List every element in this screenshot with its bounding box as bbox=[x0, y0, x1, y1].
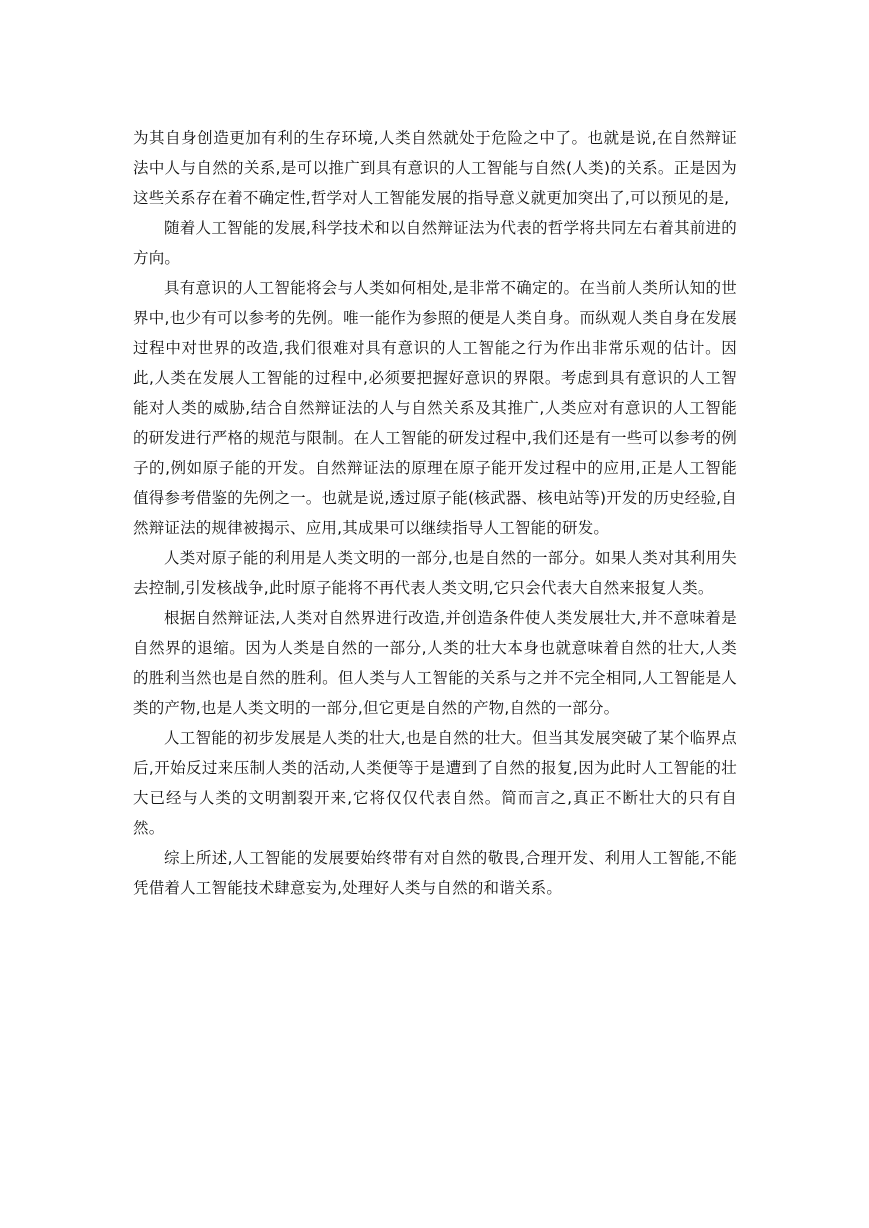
body-text bbox=[133, 123, 737, 903]
paragraph-continuation: 为其自身创造更加有利的生存环境,人类自然就处于危险之中了。也就是说,在自然辩证法中人与自然的关系,是可以推广到具有意识的人工智能与自然(人类)的关系。正是因为这些关系存在着不确定性,哲学对人工智能发展的指导意义就更加突出了,可以预见的是, bbox=[133, 129, 737, 207]
paragraph-consciousness-limits: 具有意识的人工智能将会与人类如何相处,是非常不确定的。在当前人类所认知的世界中,也少有可以参考的先例。唯一能作为参照的便是人类自身。而纵观人类自身在发展过程中对世界的改造,我们很难对具有意识的人工智能之行为作出非常乐观的估计。因此,人类在发展人工智能的过程中,必须要把握好意识的界限。考虑到具有意识的人工智能对人类的威胁,结合自然辩证法的人与自然关系及其推广,人类应对有意识的人工智能的研发进行严格的规范与限制。在人工智能的研发过程中,我们还是有一些可以参考的例子的,例如原子能的开发。自然辩证法的原理在原子能开发过程中的应用,正是人工智能值得参考借鉴的先例之一。也就是说,透过原子能(核武器、核电站等)开发的历史经验,自然辩证法的规律被揭示、应用,其成果可以继续指导人工智能的研发。 bbox=[133, 279, 737, 537]
paragraph-nature-relationship: 根据自然辩证法,人类对自然界进行改造,并创造条件使人类发展壮大,并不意味着是自然界的退缩。因为人类是自然的一部分,人类的壮大本身也就意味着自然的壮大,人类的胜利当然也是自然的胜利。但人类与人工智能的关系与之并不完全相同,人工智能是人类的产物,也是人类文明的一部分,但它更是自然的产物,自然的一部分。 bbox=[133, 609, 737, 717]
paragraph-atomic-energy: 人类对原子能的利用是人类文明的一部分,也是自然的一部分。如果人类对其利用失去控制,引发核战争,此时原子能将不再代表人类文明,它只会代表大自然来报复人类。 bbox=[133, 549, 737, 597]
paragraph-critical-point: 人工智能的初步发展是人类的壮大,也是自然的壮大。但当其发展突破了某个临界点后,开始反过来压制人类的活动,人类便等于是遭到了自然的报复,因为此时人工智能的壮大已经与人类的文明割裂开来,它将仅仅代表自然。简而言之,真正不断壮大的只有自然。 bbox=[133, 729, 737, 837]
paragraph-ai-direction: 随着人工智能的发展,科学技术和以自然辩证法为代表的哲学将共同左右着其前进的方向。 bbox=[133, 219, 737, 267]
paragraph-conclusion: 综上所述,人工智能的发展要始终带有对自然的敬畏,合理开发、利用人工智能,不能凭借着人工智能技术肆意妄为,处理好人类与自然的和谐关系。 bbox=[133, 849, 737, 897]
